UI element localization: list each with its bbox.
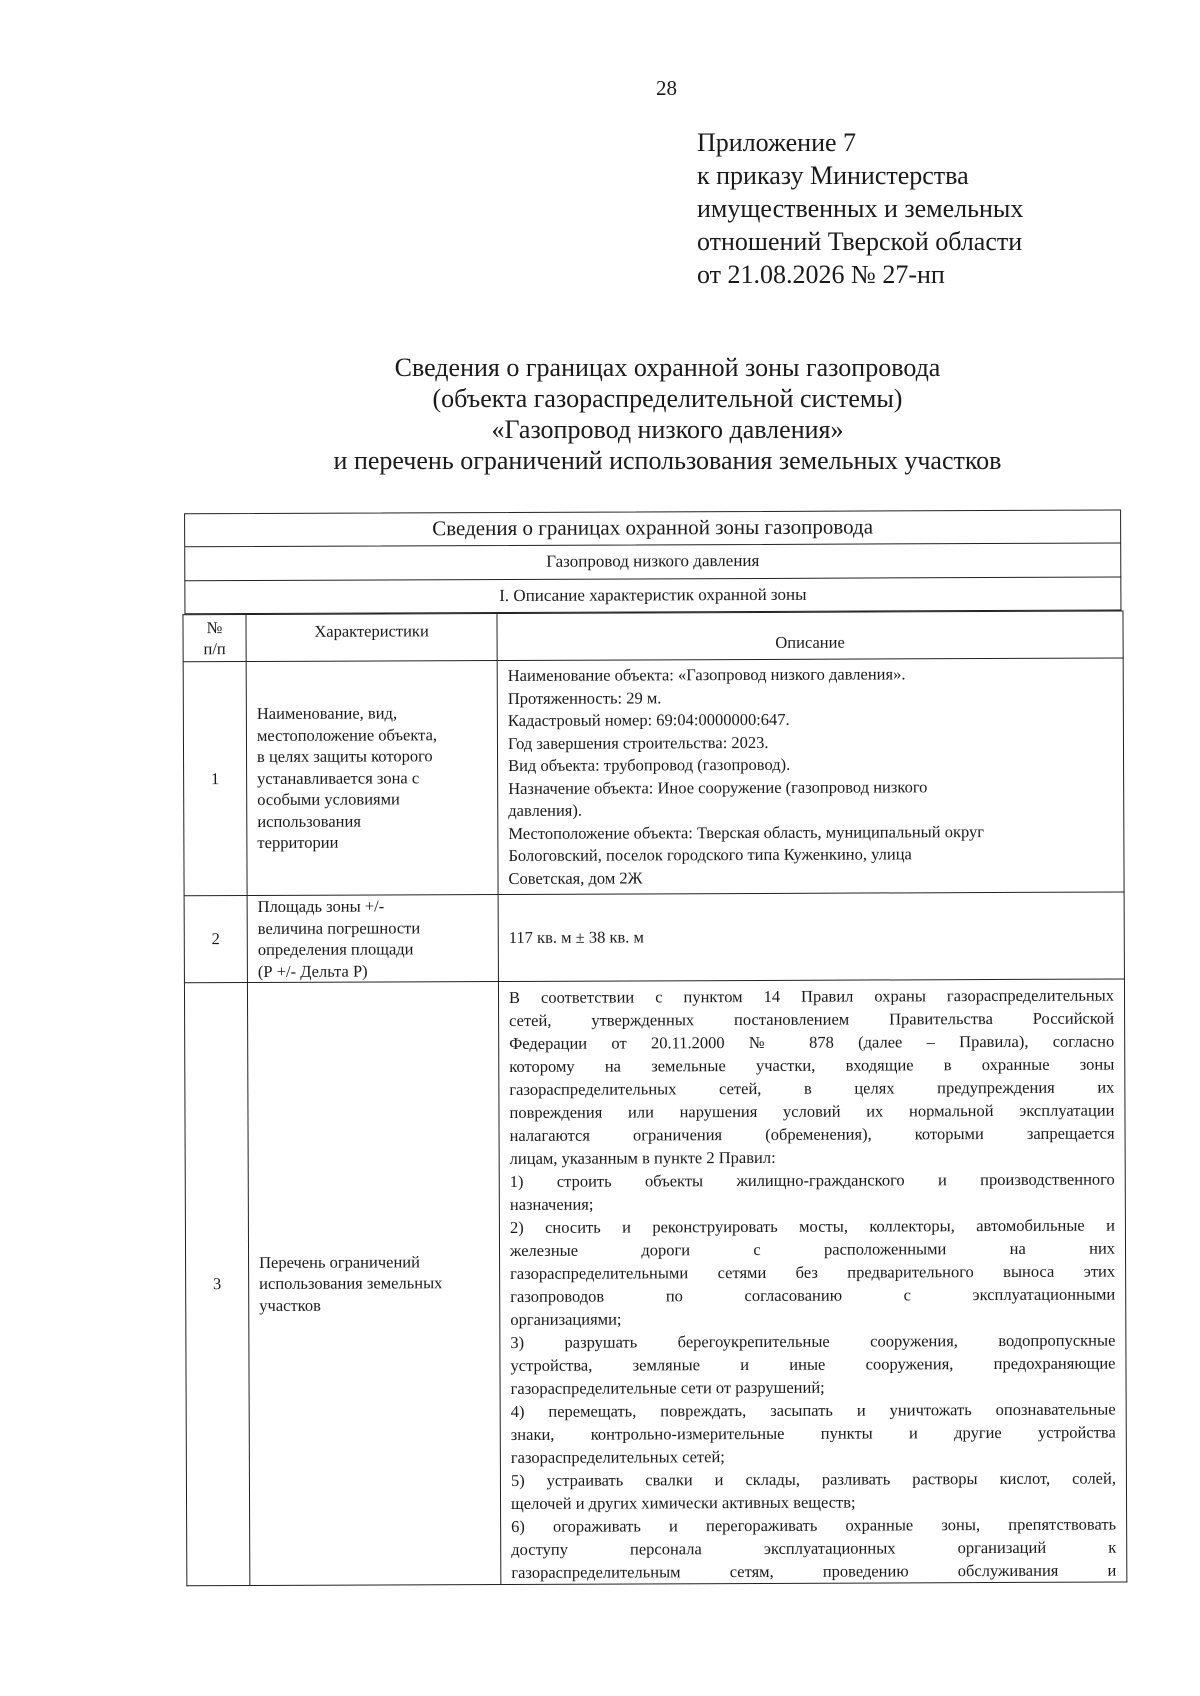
appendix-line: от 21.08.2026 № 27-нп [697, 260, 945, 289]
appendix-line: имущественных и земельных [697, 194, 1024, 223]
row-description: 117 кв. м ± 38 кв. м [498, 892, 1124, 982]
row-characteristic: Перечень ограничений использования земельных участков [247, 982, 500, 1586]
title-line: «Газопровод низкого давления» [491, 415, 844, 444]
row-number: 2 [184, 896, 247, 983]
document-title [0, 352, 1200, 476]
appendix-line: отношений Тверской области [697, 227, 1023, 256]
appendix-line: к приказу Министерства [697, 161, 969, 190]
characteristics-grid [182, 610, 1127, 1586]
title-line: Сведения о границах охранной зоны газопровода [394, 353, 941, 382]
appendix-reference [697, 126, 1023, 291]
column-header-characteristics: Характеристики [246, 614, 497, 662]
column-header-row [183, 611, 1123, 662]
row-characteristic: Площадь зоны +/- величина погрешности определения площади (Р +/- Дельта Р) [247, 895, 498, 983]
table-row [184, 892, 1124, 983]
row-characteristic: Наименование, вид, местоположение объекта, в целях защиты которого устанавливается зона с особыми условиями использования территории [246, 661, 498, 896]
table-subheader: Газопровод низкого давления [184, 544, 1121, 582]
table-row [184, 979, 1126, 1586]
row-number: 3 [184, 983, 249, 1586]
page-number: 28 [656, 76, 677, 100]
table-header: Сведения о границах охранной зоны газопровода [184, 510, 1121, 548]
title-line: и перечень ограничений использования земельных участков [333, 446, 1002, 475]
row-number: 1 [183, 662, 247, 896]
title-line: (объекта газораспределительной системы) [432, 384, 903, 413]
table-row [183, 658, 1124, 896]
table-section-title: I. Описание характеристик охранной зоны [184, 578, 1121, 615]
appendix-line: Приложение 7 [697, 128, 857, 157]
column-header-description: Описание [497, 611, 1123, 661]
row-description: Наименование объекта: «Газопровод низкого давления». Протяженность: 29 м. Кадастровый номер: 69:04:0000000:647. Год завершения строительства: 2023. Вид объекта: трубопровод (газопровод). Назначение объекта: Иное сооружение (газопровод низкого давления). Местоположение объекта: Тверская область, муниципальный округ Бологовский, поселок городского типа Куженкино, улица Советская, дом 2Ж [497, 658, 1124, 895]
column-header-number: № п/п [183, 615, 246, 662]
row-description: В соответствии с пунктом 14 Правил охраны газораспределительных сетей, утвержденных постановлением Правительства Российской Федерации от 20.11.2000 № 878 (далее – Правила), согласно которому на земельные участки, входящие в охранные зоны газораспределительных сетей, в целях предупреждения их повреждения или нарушения условий их нормальной эксплуатации налагаются ограничения (обременения), которыми запрещается лицам, указанным в пункте 2 Правил: 1) строить объекты жилищно-гражданского и производственного назначения; 2) сносить и реконструировать мосты, коллекторы, автомобильные и железные дороги с расположенными на них газораспределительными сетями без предварительного выноса этих газопроводов по согласованию с эксплуатационными организациями; 3) разрушать берегоукрепительные сооружения, водопропускные устройства, земляные и иные сооружения, предохраняющие газораспределительные сети от разрушений; 4) перемещать, повреждать, засыпать и уничтожать опознавательные знаки, контрольно-измерительные пункты и другие устройства газораспределительных сетей; 5) устраивать свалки и склады, разливать растворы кислот, солей, щелочей и других химически активных веществ; 6) огораживать и перегораживать охранные зоны, препятствовать доступу персонала эксплуатационных организаций к газораспределительным сетям, проведению обслуживания и [498, 979, 1126, 1585]
